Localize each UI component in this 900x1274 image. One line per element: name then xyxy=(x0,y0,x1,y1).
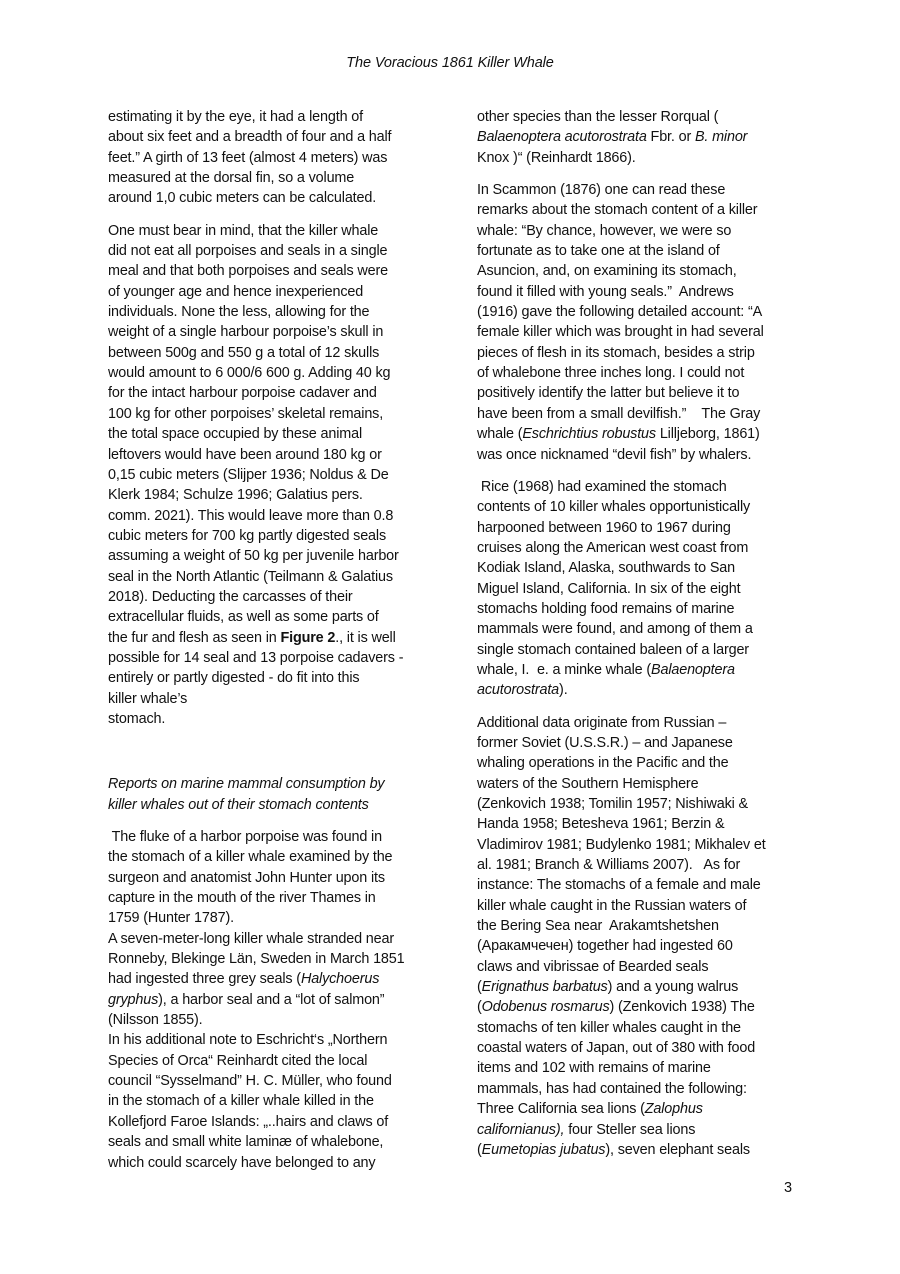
text-line: 2018). Deducting the carcasses of their xyxy=(108,588,353,605)
text-line: for the intact harbour porpoise cadaver and xyxy=(108,385,377,402)
text-line: measured at the dorsal fin, so a volume xyxy=(108,170,355,187)
left-column xyxy=(108,107,453,1173)
text-line: 1759 (Hunter 1787). xyxy=(108,910,234,927)
text-line: claws and vibrissae of Bearded seals xyxy=(477,958,709,975)
text-line: of whalebone three inches long. I could not xyxy=(477,365,745,382)
text-line: killer whale caught in the Russian waters of xyxy=(477,897,747,914)
text-line: about six feet and a breadth of four and a half xyxy=(108,129,392,146)
text-line: entirely or partly digested - do fit into this xyxy=(108,670,360,687)
text-span: ), a harbor seal and a “lot of salmon” xyxy=(158,991,385,1008)
text-line xyxy=(477,1140,822,1160)
text-line: (Zenkovich 1938; Tomilin 1957; Nishiwaki & xyxy=(477,796,748,812)
text-line: did not eat all porpoises and seals in a single xyxy=(108,243,388,260)
text-line: in the stomach of a killer whale killed in the xyxy=(108,1093,374,1110)
text-line: Species of Orca“ Reinhardt cited the local xyxy=(108,1052,368,1069)
text-line: individuals. None the less, allowing for the xyxy=(108,304,370,321)
text-line: meal and that both porpoises and seals were xyxy=(108,263,388,280)
paragraph-volume-estimate xyxy=(108,107,453,209)
text-line: would amount to 6 000/6 600 g. Adding 40 kg xyxy=(108,365,391,382)
text-line: extracellular fluids, as well as some parts of xyxy=(108,609,379,626)
species-name: Eumetopias jubatus xyxy=(481,1141,606,1158)
text-line: the Bering Sea near Arakamtshetshen xyxy=(477,918,719,935)
text-line: mammals, has had contained the following: xyxy=(477,1080,747,1097)
text-line: capture in the mouth of the river Thames in xyxy=(108,890,376,907)
text-line: the total space occupied by these animal xyxy=(108,426,362,443)
text-span: ), seven elephant seals xyxy=(605,1141,750,1158)
species-name: B. minor xyxy=(694,129,748,146)
text-span: Three California sea lions ( xyxy=(477,1101,645,1118)
text-line: leftovers would have been around 180 kg or xyxy=(108,446,382,463)
text-line: Asuncion, and, on examining its stomach, xyxy=(477,263,737,280)
text-line: positively identify the latter but believe it to xyxy=(477,385,740,402)
text-line: Handa 1958; Betesheva 1961; Berzin & xyxy=(477,816,725,833)
text-span: ( xyxy=(477,1141,482,1158)
text-line xyxy=(477,127,822,147)
text-line: other species than the lesser Rorqual ( xyxy=(477,109,719,125)
text-line: (Аракамчечен) together had ingested 60 xyxy=(477,938,733,955)
heading-line: killer whales out of their stomach contents xyxy=(108,796,369,813)
text-line: A seven-meter-long killer whale stranded near xyxy=(108,930,395,947)
text-line: stomachs holding food remains of marine xyxy=(477,600,735,617)
text-line: In Scammon (1876) one can read these xyxy=(477,182,726,199)
heading-line: Reports on marine mammal consumption by xyxy=(108,776,385,793)
section-heading xyxy=(108,774,453,815)
text-line: between 500g and 550 g a total of 12 skulls xyxy=(108,344,380,361)
text-line xyxy=(477,1120,822,1140)
text-line: stomach. xyxy=(108,710,166,727)
species-name: Halychoerus xyxy=(300,971,380,988)
text-line: Vladimirov 1981; Budylenko 1981; Mikhalev et xyxy=(477,836,766,853)
text-line: seal in the North Atlantic (Teilmann & Galatius xyxy=(108,568,393,585)
text-line: fortunate as to take one at the island of xyxy=(477,243,720,260)
text-line: In his additional note to Eschricht‘s „Northern xyxy=(108,1032,388,1049)
text-line: stomachs of ten killer whales caught in the xyxy=(477,1019,741,1036)
text-line: remarks about the stomach content of a killer xyxy=(477,202,758,219)
text-line: items and 102 with remains of marine xyxy=(477,1060,711,1077)
text-span: Fbr. or xyxy=(646,129,695,146)
text-line: Klerk 1984; Schulze 1996; Galatius pers. xyxy=(108,487,363,504)
text-line: cubic meters for 700 kg partly digested seals xyxy=(108,527,387,544)
text-line xyxy=(108,990,453,1010)
text-line: assuming a weight of 50 kg per juvenile harbor xyxy=(108,548,399,565)
text-span: ). xyxy=(559,682,568,699)
text-line: Rice (1968) had examined the stomach xyxy=(477,478,727,495)
text-line: Ronneby, Blekinge Län, Sweden in March 1851 xyxy=(108,951,405,968)
text-line xyxy=(477,424,822,444)
species-name: Eschrichtius robustus xyxy=(522,426,656,443)
text-line: seals and small white laminæ of whalebone, xyxy=(108,1134,384,1151)
text-line: whale: “By chance, however, we were so xyxy=(477,222,732,239)
text-line: instance: The stomachs of a female and male xyxy=(477,877,761,894)
text-line: 100 kg for other porpoises’ skeletal remains, xyxy=(108,405,384,422)
text-span: had ingested three grey seals ( xyxy=(108,971,301,988)
text-line-figure-ref xyxy=(108,628,453,648)
text-line: which could scarcely have belonged to any xyxy=(108,1154,376,1171)
species-name: Erignathus barbatus xyxy=(481,979,608,996)
text-line: Kollefjord Faroe Islands: „..hairs and claws of xyxy=(108,1113,389,1130)
text-line: (Nilsson 1855). xyxy=(108,1012,203,1029)
text-line: pieces of flesh in its stomach, besides a strip xyxy=(477,344,755,361)
species-name: gryphus xyxy=(108,991,159,1008)
species-name: Balaenoptera xyxy=(651,661,735,678)
text-span: Lilljeborg, 1861) xyxy=(655,426,760,443)
text-line: have been from a small devilfish.” The Gray xyxy=(477,405,761,422)
text-span: four Steller sea lions xyxy=(564,1121,696,1138)
text-span: the fur and flesh as seen in xyxy=(108,629,281,646)
text-span: ( xyxy=(477,979,482,996)
paragraph-rice-1968 xyxy=(477,477,822,701)
text-span: ( xyxy=(477,999,482,1016)
text-line: Additional data originate from Russian – xyxy=(477,714,727,731)
text-line: coastal waters of Japan, out of 380 with food xyxy=(477,1040,756,1057)
paragraph-historical-reports xyxy=(108,827,453,1173)
text-line: possible for 14 seal and 13 porpoise cadavers - xyxy=(108,649,404,666)
text-line: (1916) gave the following detailed account: “A xyxy=(477,304,763,321)
text-line: surgeon and anatomist John Hunter upon its xyxy=(108,869,385,886)
text-line xyxy=(477,977,822,997)
text-line: female killer which was brought in had several xyxy=(477,324,764,341)
paragraph-russian-japanese-data xyxy=(477,713,822,1161)
text-line: estimating it by the eye, it had a length of xyxy=(108,109,363,125)
text-line: found it filled with young seals.” Andrews xyxy=(477,283,734,300)
text-line: of younger age and hence inexperienced xyxy=(108,283,364,300)
text-line: comm. 2021). This would leave more than 0.8 xyxy=(108,507,394,524)
text-span: whale, I. e. a minke whale ( xyxy=(477,661,652,678)
text-line xyxy=(477,660,822,680)
species-name: californianus), xyxy=(477,1121,565,1138)
text-span: ., it is well xyxy=(335,629,396,646)
species-name: Zalophus xyxy=(644,1101,703,1118)
text-line: killer whale’s xyxy=(108,690,188,707)
text-line: al. 1981; Branch & Williams 2007). As for xyxy=(477,857,741,874)
text-line: was once nicknamed “devil fish” by whalers. xyxy=(477,446,752,463)
right-column xyxy=(477,107,822,1160)
text-line: feet.” A girth of 13 feet (almost 4 meters) was xyxy=(108,149,388,166)
text-line: around 1,0 cubic meters can be calculated. xyxy=(108,190,377,207)
running-header: The Voracious 1861 Killer Whale xyxy=(346,55,554,71)
text-line: Kodiak Island, Alaska, southwards to San xyxy=(477,560,735,577)
text-line xyxy=(477,997,822,1017)
text-span: ) (Zenkovich 1938) The xyxy=(609,999,755,1016)
species-name: Balaenoptera acutorostrata xyxy=(477,129,647,146)
paragraph-scammon-andrews xyxy=(477,180,822,465)
text-line: harpooned between 1960 to 1967 during xyxy=(477,519,731,536)
figure-reference: Figure 2 xyxy=(280,629,336,646)
text-line: Miguel Island, California. In six of the eight xyxy=(477,580,741,597)
text-line: weight of a single harbour porpoise’s skull in xyxy=(108,324,384,341)
text-line: contents of 10 killer whales opportunistically xyxy=(477,499,751,516)
text-line: former Soviet (U.S.S.R.) – and Japanese xyxy=(477,734,733,751)
paragraph-stomach-capacity xyxy=(108,221,453,730)
text-line: 0,15 cubic meters (Slijper 1936; Noldus & De xyxy=(108,466,389,483)
text-line: The fluke of a harbor porpoise was found in xyxy=(108,829,382,845)
text-line xyxy=(108,969,453,989)
text-line: mammals were found, and among of them a xyxy=(477,621,753,638)
text-line: Knox )“ (Reinhardt 1866). xyxy=(477,149,636,166)
page-number: 3 xyxy=(784,1180,793,1196)
text-line: waters of the Southern Hemisphere xyxy=(477,775,699,792)
text-line: single stomach contained baleen of a larger xyxy=(477,641,749,658)
text-span: whale ( xyxy=(477,426,523,443)
species-name: Odobenus rosmarus xyxy=(481,999,610,1016)
text-line: the stomach of a killer whale examined by the xyxy=(108,849,393,866)
text-line xyxy=(477,1099,822,1119)
text-line xyxy=(477,680,822,700)
paragraph-reinhardt-quote-end xyxy=(477,107,822,168)
text-line: council “Sysselmand” H. C. Müller, who found xyxy=(108,1073,392,1090)
text-span: ) and a young walrus xyxy=(607,979,739,996)
text-line: One must bear in mind, that the killer whale xyxy=(108,222,379,239)
text-line: whaling operations in the Pacific and the xyxy=(477,755,729,772)
text-line: cruises along the American west coast from xyxy=(477,539,749,556)
species-name: acutorostrata xyxy=(477,682,560,699)
